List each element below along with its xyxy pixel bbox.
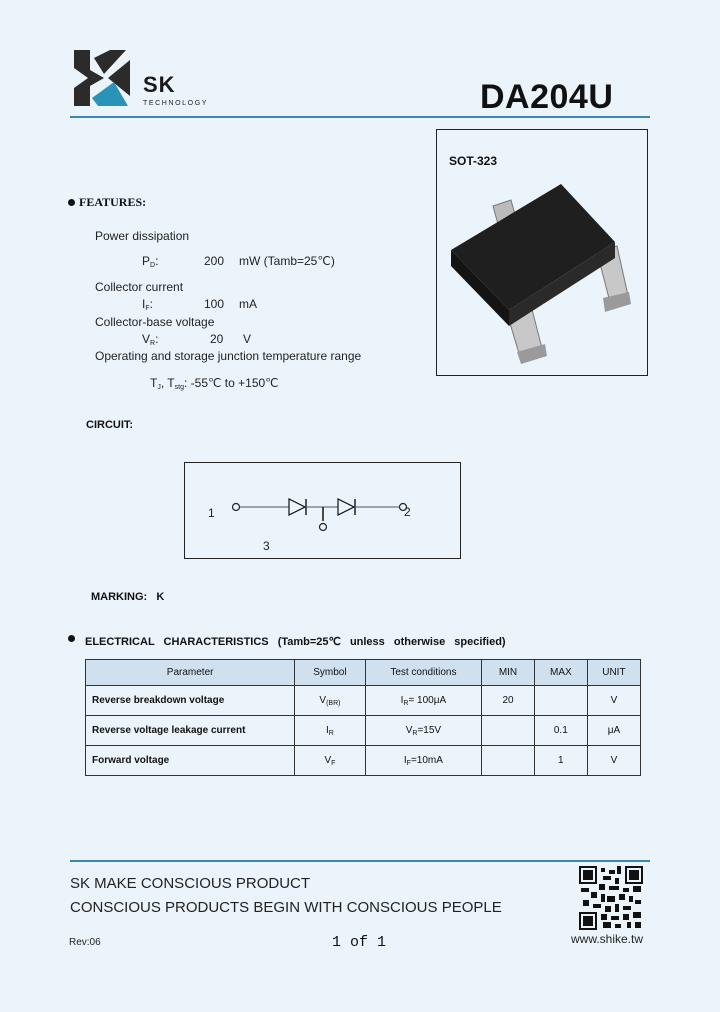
condition-cell: $I_R= 100\mu A$: [365, 686, 482, 716]
min-cell: [482, 716, 535, 746]
package-label: SOT-323: [449, 154, 498, 168]
power-unit: mW (Tamb=25℃): [239, 254, 335, 268]
header-conditions: Test conditions: [365, 660, 482, 686]
param-cell: Reverse voltage leakage current: [86, 716, 295, 746]
footer-slogan-1: SK MAKE CONSCIOUS PRODUCT: [70, 875, 311, 892]
sk-logo-icon: [70, 48, 132, 108]
pin-2-label: 2: [404, 505, 411, 519]
table-header-row: [86, 660, 641, 686]
power-value: 200: [204, 254, 225, 268]
temp-label: Operating and storage junction temperature range: [95, 349, 362, 363]
table-row: [86, 716, 641, 746]
footer-divider: [70, 860, 650, 862]
table-row: [86, 686, 641, 716]
voltage-unit: V: [243, 332, 252, 346]
qr-code-icon: [579, 866, 643, 930]
temp-range: $T_J$, $T_{stg}$: -55℃ to +150℃: [150, 376, 279, 391]
header-unit: UNIT: [587, 660, 640, 686]
max-cell: 1: [534, 746, 587, 776]
marking-value: K: [156, 591, 165, 603]
condition-cell: $I_F=10mA$: [365, 746, 482, 776]
marking-label: MARKING: K: [91, 591, 165, 603]
header-max: MAX: [534, 660, 587, 686]
power-symbol: $P_D$:: [142, 254, 159, 269]
electrical-bullet-icon: [68, 635, 75, 642]
min-cell: [482, 746, 535, 776]
features-bullet-icon: [68, 199, 75, 206]
table-row: [86, 746, 641, 776]
voltage-value: 20: [210, 332, 224, 346]
part-number-title: DA204U: [480, 78, 614, 116]
param-cell: Forward voltage: [86, 746, 295, 776]
electrical-title: ELECTRICAL CHARACTERISTICS (Tamb=25℃ unless otherwise specified): [85, 636, 506, 648]
condition-cell: $V_R=15V$: [365, 716, 482, 746]
unit-cell: V: [587, 746, 640, 776]
header-symbol: Symbol: [295, 660, 365, 686]
param-cell: Reverse breakdown voltage: [86, 686, 295, 716]
voltage-symbol: $V_R$:: [142, 332, 159, 347]
current-value: 100: [204, 297, 225, 311]
voltage-label: Collector-base voltage: [95, 315, 215, 329]
symbol-cell: $I_R$: [295, 716, 365, 746]
symbol-cell: $V_{(BR)}$: [295, 686, 365, 716]
current-label: Collector current: [95, 280, 184, 294]
brand-name: SK: [143, 72, 176, 97]
brand-subtitle: TECHNOLOGY: [143, 100, 209, 107]
footer-slogan-2: CONSCIOUS PRODUCTS BEGIN WITH CONSCIOUS PEOPLE: [70, 899, 502, 916]
max-cell: [534, 686, 587, 716]
characteristics-table: [85, 659, 641, 776]
current-symbol: $I_F$:: [142, 297, 153, 312]
header-min: MIN: [482, 660, 535, 686]
website-url: www.shike.tw: [571, 932, 644, 946]
circuit-diagram-box: [184, 462, 461, 559]
pin-3-label: 3: [263, 539, 270, 553]
header-divider: [70, 116, 650, 118]
page-number: 1 of 1: [332, 934, 387, 951]
pin-1-label: 1: [208, 506, 215, 520]
symbol-cell: $V_F$: [295, 746, 365, 776]
revision-label: Rev:06: [69, 937, 101, 948]
circuit-title: CIRCUIT:: [86, 419, 134, 431]
unit-cell: μA: [587, 716, 640, 746]
package-box: [436, 129, 648, 376]
min-cell: 20: [482, 686, 535, 716]
unit-cell: V: [587, 686, 640, 716]
header-parameter: Parameter: [86, 660, 295, 686]
diode-circuit-icon: [185, 463, 460, 558]
features-title: FEATURES:: [79, 195, 147, 209]
max-cell: 0.1: [534, 716, 587, 746]
power-label: Power dissipation: [95, 229, 190, 243]
current-unit: mA: [239, 297, 257, 311]
